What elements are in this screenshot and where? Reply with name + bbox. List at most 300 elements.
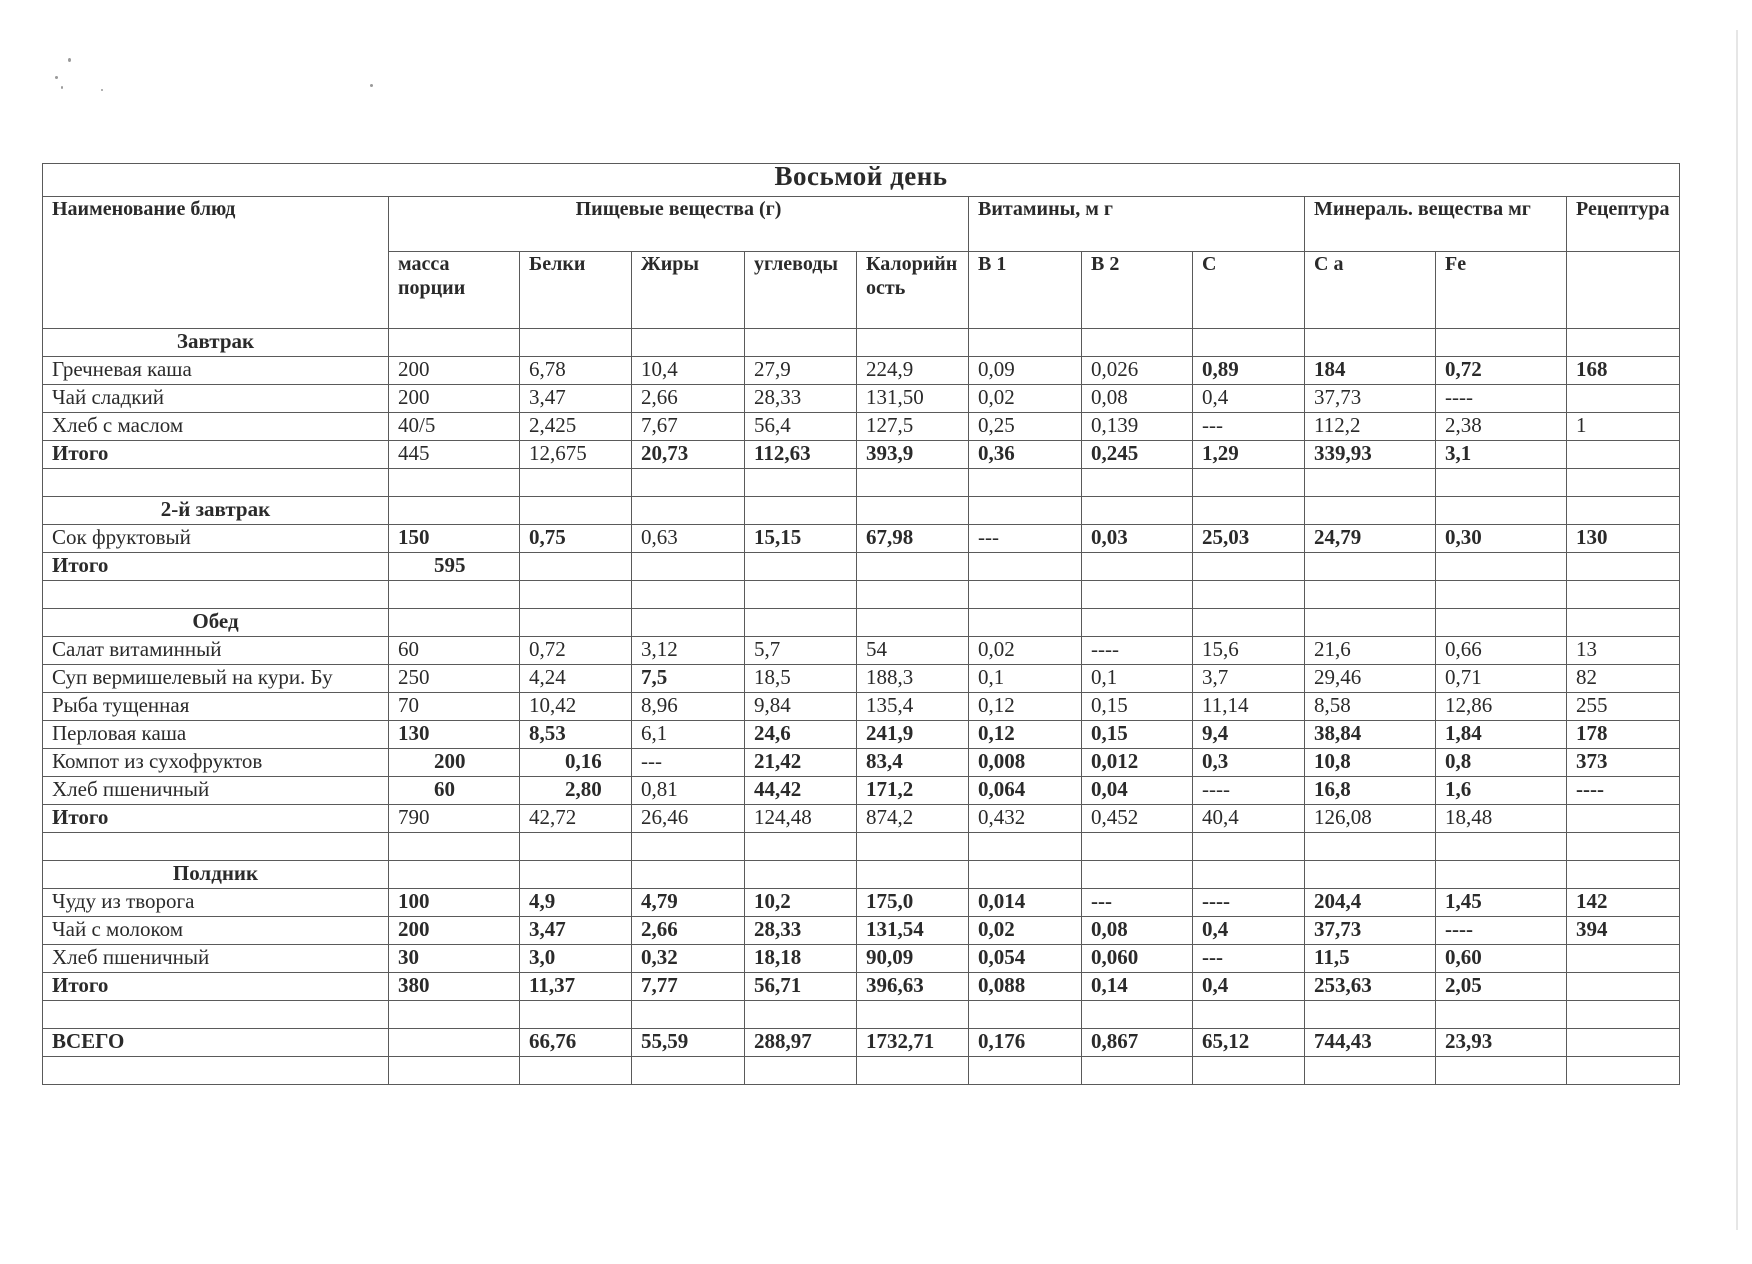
empty-cell: [1082, 1057, 1193, 1085]
empty-cell: [1436, 1001, 1567, 1029]
dish-name: Сок фруктовый: [43, 525, 389, 553]
empty-cell: [1082, 581, 1193, 609]
total-value: 1732,71: [857, 1029, 969, 1057]
cell-value: [1082, 553, 1193, 581]
cell-value: 131,50: [857, 385, 969, 413]
cell-value: [632, 553, 745, 581]
empty-cell: [1193, 861, 1305, 889]
cell-value: 38,84: [1305, 721, 1436, 749]
empty-cell: [43, 1001, 389, 1029]
cell-value: 188,3: [857, 665, 969, 693]
total-value: 55,59: [632, 1029, 745, 1057]
total-label: ВСЕГО: [43, 1029, 389, 1057]
empty-cell: [745, 609, 857, 637]
cell-value: 0,14: [1082, 973, 1193, 1001]
cell-value: 200: [389, 917, 520, 945]
cell-value: [1436, 553, 1567, 581]
table-row: [43, 917, 1680, 945]
cell-value: 10,8: [1305, 749, 1436, 777]
empty-cell: [520, 833, 632, 861]
cell-value: 0,432: [969, 805, 1082, 833]
cell-value: 30: [389, 945, 520, 973]
cell-value: [1193, 553, 1305, 581]
section-row: [43, 609, 1680, 637]
cell-value: 200: [389, 357, 520, 385]
header-minerals: Минераль. вещества мг: [1305, 197, 1567, 252]
empty-cell: [745, 1057, 857, 1085]
empty-cell: [1305, 497, 1436, 525]
cell-value: 1: [1567, 413, 1680, 441]
empty-cell: [520, 329, 632, 357]
total-value: [389, 1029, 520, 1057]
empty-cell: [857, 861, 969, 889]
cell-value: 0,02: [969, 917, 1082, 945]
empty-cell: [632, 329, 745, 357]
dish-name: Чуду из творога: [43, 889, 389, 917]
header-nutrients: Пищевые вещества (г): [389, 197, 969, 252]
spacer-row: [43, 1057, 1680, 1085]
cell-value: 130: [389, 721, 520, 749]
empty-cell: [389, 861, 520, 889]
cell-value: 1,84: [1436, 721, 1567, 749]
empty-cell: [389, 497, 520, 525]
dish-name: Итого: [43, 973, 389, 1001]
cell-value: 0,4: [1193, 385, 1305, 413]
empty-cell: [1193, 833, 1305, 861]
empty-cell: [1567, 833, 1680, 861]
cell-value: 16,8: [1305, 777, 1436, 805]
empty-cell: [1567, 861, 1680, 889]
empty-cell: [632, 833, 745, 861]
scan-edge: [1736, 30, 1738, 1230]
cell-value: ----: [1436, 385, 1567, 413]
cell-value: 0,09: [969, 357, 1082, 385]
empty-cell: [1193, 1057, 1305, 1085]
cell-value: 253,63: [1305, 973, 1436, 1001]
header-recipe-blank: [1567, 252, 1680, 329]
empty-cell: [389, 609, 520, 637]
header-dish: Наименование блюд: [43, 197, 389, 329]
cell-value: 56,71: [745, 973, 857, 1001]
dish-name: Салат витаминный: [43, 637, 389, 665]
empty-cell: [520, 581, 632, 609]
cell-value: 10,42: [520, 693, 632, 721]
empty-cell: [632, 609, 745, 637]
cell-value: 0,63: [632, 525, 745, 553]
table-row: [43, 693, 1680, 721]
empty-cell: [632, 1057, 745, 1085]
cell-value: 0,75: [520, 525, 632, 553]
cell-value: 0,30: [1436, 525, 1567, 553]
table-row: [43, 553, 1680, 581]
cell-value: 0,15: [1082, 693, 1193, 721]
cell-value: 37,73: [1305, 917, 1436, 945]
section-row: [43, 861, 1680, 889]
empty-cell: [1567, 329, 1680, 357]
empty-cell: [43, 469, 389, 497]
cell-value: 11,14: [1193, 693, 1305, 721]
empty-cell: [520, 861, 632, 889]
cell-value: [969, 553, 1082, 581]
cell-value: 3,1: [1436, 441, 1567, 469]
header-mass: масса порции: [389, 252, 520, 329]
cell-value: 6,78: [520, 357, 632, 385]
empty-cell: [1567, 581, 1680, 609]
cell-value: 2,38: [1436, 413, 1567, 441]
empty-cell: [857, 833, 969, 861]
cell-value: 135,4: [857, 693, 969, 721]
empty-cell: [1305, 329, 1436, 357]
total-row: [43, 1029, 1680, 1057]
cell-value: 112,2: [1305, 413, 1436, 441]
empty-cell: [1436, 497, 1567, 525]
dish-name: Чай с молоком: [43, 917, 389, 945]
cell-value: 9,4: [1193, 721, 1305, 749]
total-value: 744,43: [1305, 1029, 1436, 1057]
empty-cell: [857, 609, 969, 637]
empty-cell: [1436, 1057, 1567, 1085]
cell-value: 790: [389, 805, 520, 833]
dish-name: Итого: [43, 805, 389, 833]
empty-cell: [1305, 833, 1436, 861]
empty-cell: [1193, 329, 1305, 357]
page-title: Восьмой день: [43, 164, 1680, 197]
cell-value: 90,09: [857, 945, 969, 973]
dish-name: Чай сладкий: [43, 385, 389, 413]
table-row: [43, 945, 1680, 973]
cell-value: 4,79: [632, 889, 745, 917]
empty-cell: [520, 497, 632, 525]
empty-cell: [632, 861, 745, 889]
dish-name: Хлеб с маслом: [43, 413, 389, 441]
cell-value: 21,6: [1305, 637, 1436, 665]
table-row: [43, 413, 1680, 441]
cell-value: ---: [1193, 945, 1305, 973]
cell-value: 3,47: [520, 385, 632, 413]
table-row: [43, 385, 1680, 413]
cell-value: 204,4: [1305, 889, 1436, 917]
empty-cell: [389, 1001, 520, 1029]
empty-cell: [1305, 469, 1436, 497]
cell-value: 0,72: [1436, 357, 1567, 385]
cell-value: 82: [1567, 665, 1680, 693]
empty-cell: [969, 581, 1082, 609]
cell-value: 2,66: [632, 917, 745, 945]
cell-value: 42,72: [520, 805, 632, 833]
cell-value: 0,15: [1082, 721, 1193, 749]
table-row: [43, 889, 1680, 917]
empty-cell: [520, 469, 632, 497]
empty-cell: [745, 581, 857, 609]
header-fat: Жиры: [632, 252, 745, 329]
cell-value: 0,1: [969, 665, 1082, 693]
cell-value: 13: [1567, 637, 1680, 665]
cell-value: 100: [389, 889, 520, 917]
nutrition-table: [42, 163, 1680, 1085]
cell-value: 0,12: [969, 693, 1082, 721]
cell-value: [1567, 385, 1680, 413]
cell-value: 200: [389, 749, 520, 777]
cell-value: ---: [1193, 413, 1305, 441]
empty-cell: [969, 1001, 1082, 1029]
empty-cell: [969, 497, 1082, 525]
cell-value: 25,03: [1193, 525, 1305, 553]
empty-cell: [1193, 497, 1305, 525]
empty-cell: [1082, 469, 1193, 497]
cell-value: 339,93: [1305, 441, 1436, 469]
cell-value: 0,02: [969, 637, 1082, 665]
cell-value: 60: [389, 777, 520, 805]
empty-cell: [389, 833, 520, 861]
table-row: [43, 721, 1680, 749]
empty-cell: [632, 497, 745, 525]
cell-value: 200: [389, 385, 520, 413]
cell-value: 394: [1567, 917, 1680, 945]
cell-value: 0,89: [1193, 357, 1305, 385]
cell-value: 0,81: [632, 777, 745, 805]
cell-value: 0,012: [1082, 749, 1193, 777]
empty-cell: [1082, 329, 1193, 357]
cell-value: 24,6: [745, 721, 857, 749]
section-row: [43, 497, 1680, 525]
cell-value: 18,48: [1436, 805, 1567, 833]
cell-value: 11,37: [520, 973, 632, 1001]
cell-value: 10,2: [745, 889, 857, 917]
empty-cell: [1193, 581, 1305, 609]
cell-value: 18,5: [745, 665, 857, 693]
header-ca: С а: [1305, 252, 1436, 329]
cell-value: 112,63: [745, 441, 857, 469]
header-b2: В 2: [1082, 252, 1193, 329]
cell-value: 3,7: [1193, 665, 1305, 693]
cell-value: 255: [1567, 693, 1680, 721]
cell-value: 0,245: [1082, 441, 1193, 469]
cell-value: 0,04: [1082, 777, 1193, 805]
cell-value: 54: [857, 637, 969, 665]
section-row: [43, 329, 1680, 357]
empty-cell: [969, 469, 1082, 497]
cell-value: [1567, 973, 1680, 1001]
cell-value: 60: [389, 637, 520, 665]
cell-value: 396,63: [857, 973, 969, 1001]
cell-value: 0,008: [969, 749, 1082, 777]
empty-cell: [1305, 861, 1436, 889]
empty-cell: [1305, 609, 1436, 637]
cell-value: 0,060: [1082, 945, 1193, 973]
empty-cell: [1436, 469, 1567, 497]
cell-value: 21,42: [745, 749, 857, 777]
empty-cell: [1193, 609, 1305, 637]
cell-value: ----: [1567, 777, 1680, 805]
empty-cell: [43, 1057, 389, 1085]
empty-cell: [1193, 469, 1305, 497]
cell-value: [1567, 945, 1680, 973]
empty-cell: [1082, 833, 1193, 861]
empty-cell: [520, 1057, 632, 1085]
empty-cell: [745, 861, 857, 889]
cell-value: 2,80: [520, 777, 632, 805]
empty-cell: [1567, 469, 1680, 497]
cell-value: 70: [389, 693, 520, 721]
empty-cell: [1082, 1001, 1193, 1029]
empty-cell: [632, 1001, 745, 1029]
empty-cell: [1436, 329, 1567, 357]
dish-name: Суп вермишелевый на кури. Бу: [43, 665, 389, 693]
empty-cell: [1436, 609, 1567, 637]
total-value: 288,97: [745, 1029, 857, 1057]
dish-name: Итого: [43, 441, 389, 469]
cell-value: 178: [1567, 721, 1680, 749]
table-row: [43, 777, 1680, 805]
total-value: 66,76: [520, 1029, 632, 1057]
cell-value: 0,4: [1193, 973, 1305, 1001]
empty-cell: [745, 1001, 857, 1029]
empty-cell: [1567, 1001, 1680, 1029]
table-row: [43, 525, 1680, 553]
empty-cell: [1567, 1057, 1680, 1085]
dish-name: Перловая каша: [43, 721, 389, 749]
cell-value: ----: [1193, 889, 1305, 917]
empty-cell: [389, 469, 520, 497]
table-row: [43, 357, 1680, 385]
table-row: [43, 637, 1680, 665]
cell-value: ---: [1082, 889, 1193, 917]
cell-value: ---: [969, 525, 1082, 553]
cell-value: [1305, 553, 1436, 581]
cell-value: ---: [632, 749, 745, 777]
dish-name: Хлеб пшеничный: [43, 777, 389, 805]
cell-value: 0,16: [520, 749, 632, 777]
cell-value: 28,33: [745, 385, 857, 413]
cell-value: 0,014: [969, 889, 1082, 917]
empty-cell: [1082, 609, 1193, 637]
spacer-row: [43, 581, 1680, 609]
dish-name: Итого: [43, 553, 389, 581]
table-row: [43, 441, 1680, 469]
empty-cell: [969, 861, 1082, 889]
cell-value: 67,98: [857, 525, 969, 553]
cell-value: 0,60: [1436, 945, 1567, 973]
cell-value: 0,054: [969, 945, 1082, 973]
cell-value: 142: [1567, 889, 1680, 917]
header-carbs: углеводы: [745, 252, 857, 329]
table-row: [43, 973, 1680, 1001]
cell-value: 0,71: [1436, 665, 1567, 693]
empty-cell: [43, 581, 389, 609]
cell-value: 0,026: [1082, 357, 1193, 385]
total-value: 0,176: [969, 1029, 1082, 1057]
dish-name: Гречневая каша: [43, 357, 389, 385]
table-row: [43, 749, 1680, 777]
cell-value: 9,84: [745, 693, 857, 721]
cell-value: 7,5: [632, 665, 745, 693]
empty-cell: [1436, 861, 1567, 889]
table-row: [43, 805, 1680, 833]
cell-value: 44,42: [745, 777, 857, 805]
cell-value: [1567, 441, 1680, 469]
cell-value: 20,73: [632, 441, 745, 469]
empty-cell: [1305, 1057, 1436, 1085]
cell-value: 0,452: [1082, 805, 1193, 833]
cell-value: 3,0: [520, 945, 632, 973]
cell-value: 874,2: [857, 805, 969, 833]
cell-value: 1,29: [1193, 441, 1305, 469]
empty-cell: [1082, 861, 1193, 889]
empty-cell: [1193, 1001, 1305, 1029]
empty-cell: [632, 469, 745, 497]
cell-value: 124,48: [745, 805, 857, 833]
empty-cell: [632, 581, 745, 609]
header-b1: В 1: [969, 252, 1082, 329]
cell-value: [745, 553, 857, 581]
cell-value: [1567, 553, 1680, 581]
cell-value: 26,46: [632, 805, 745, 833]
empty-cell: [857, 469, 969, 497]
cell-value: 445: [389, 441, 520, 469]
cell-value: 18,18: [745, 945, 857, 973]
cell-value: 1,6: [1436, 777, 1567, 805]
header-calories: Калорийность: [857, 252, 969, 329]
cell-value: ----: [1082, 637, 1193, 665]
cell-value: 29,46: [1305, 665, 1436, 693]
cell-value: 7,77: [632, 973, 745, 1001]
empty-cell: [857, 1001, 969, 1029]
spacer-row: [43, 469, 1680, 497]
cell-value: 3,12: [632, 637, 745, 665]
cell-value: 224,9: [857, 357, 969, 385]
spacer-row: [43, 833, 1680, 861]
empty-cell: [520, 1001, 632, 1029]
cell-value: 2,425: [520, 413, 632, 441]
cell-value: 12,86: [1436, 693, 1567, 721]
empty-cell: [857, 1057, 969, 1085]
empty-cell: [1082, 497, 1193, 525]
cell-value: 5,7: [745, 637, 857, 665]
cell-value: 56,4: [745, 413, 857, 441]
empty-cell: [389, 1057, 520, 1085]
cell-value: 0,139: [1082, 413, 1193, 441]
cell-value: 3,47: [520, 917, 632, 945]
cell-value: 0,12: [969, 721, 1082, 749]
cell-value: 15,6: [1193, 637, 1305, 665]
empty-cell: [520, 609, 632, 637]
cell-value: 0,08: [1082, 917, 1193, 945]
cell-value: 0,4: [1193, 917, 1305, 945]
empty-cell: [1567, 497, 1680, 525]
dish-name: Компот из сухофруктов: [43, 749, 389, 777]
header-fe: Fe: [1436, 252, 1567, 329]
cell-value: 175,0: [857, 889, 969, 917]
cell-value: 0,8: [1436, 749, 1567, 777]
header-c: С: [1193, 252, 1305, 329]
cell-value: 7,67: [632, 413, 745, 441]
header-vitamins: Витамины, м г: [969, 197, 1305, 252]
cell-value: 11,5: [1305, 945, 1436, 973]
cell-value: 0,08: [1082, 385, 1193, 413]
cell-value: 0,66: [1436, 637, 1567, 665]
empty-cell: [745, 469, 857, 497]
header-protein: Белки: [520, 252, 632, 329]
cell-value: 2,66: [632, 385, 745, 413]
cell-value: [857, 553, 969, 581]
section-label: Полдник: [43, 861, 389, 889]
cell-value: 0,088: [969, 973, 1082, 1001]
empty-cell: [857, 329, 969, 357]
empty-cell: [857, 497, 969, 525]
cell-value: 0,3: [1193, 749, 1305, 777]
total-value: 0,867: [1082, 1029, 1193, 1057]
cell-value: 37,73: [1305, 385, 1436, 413]
